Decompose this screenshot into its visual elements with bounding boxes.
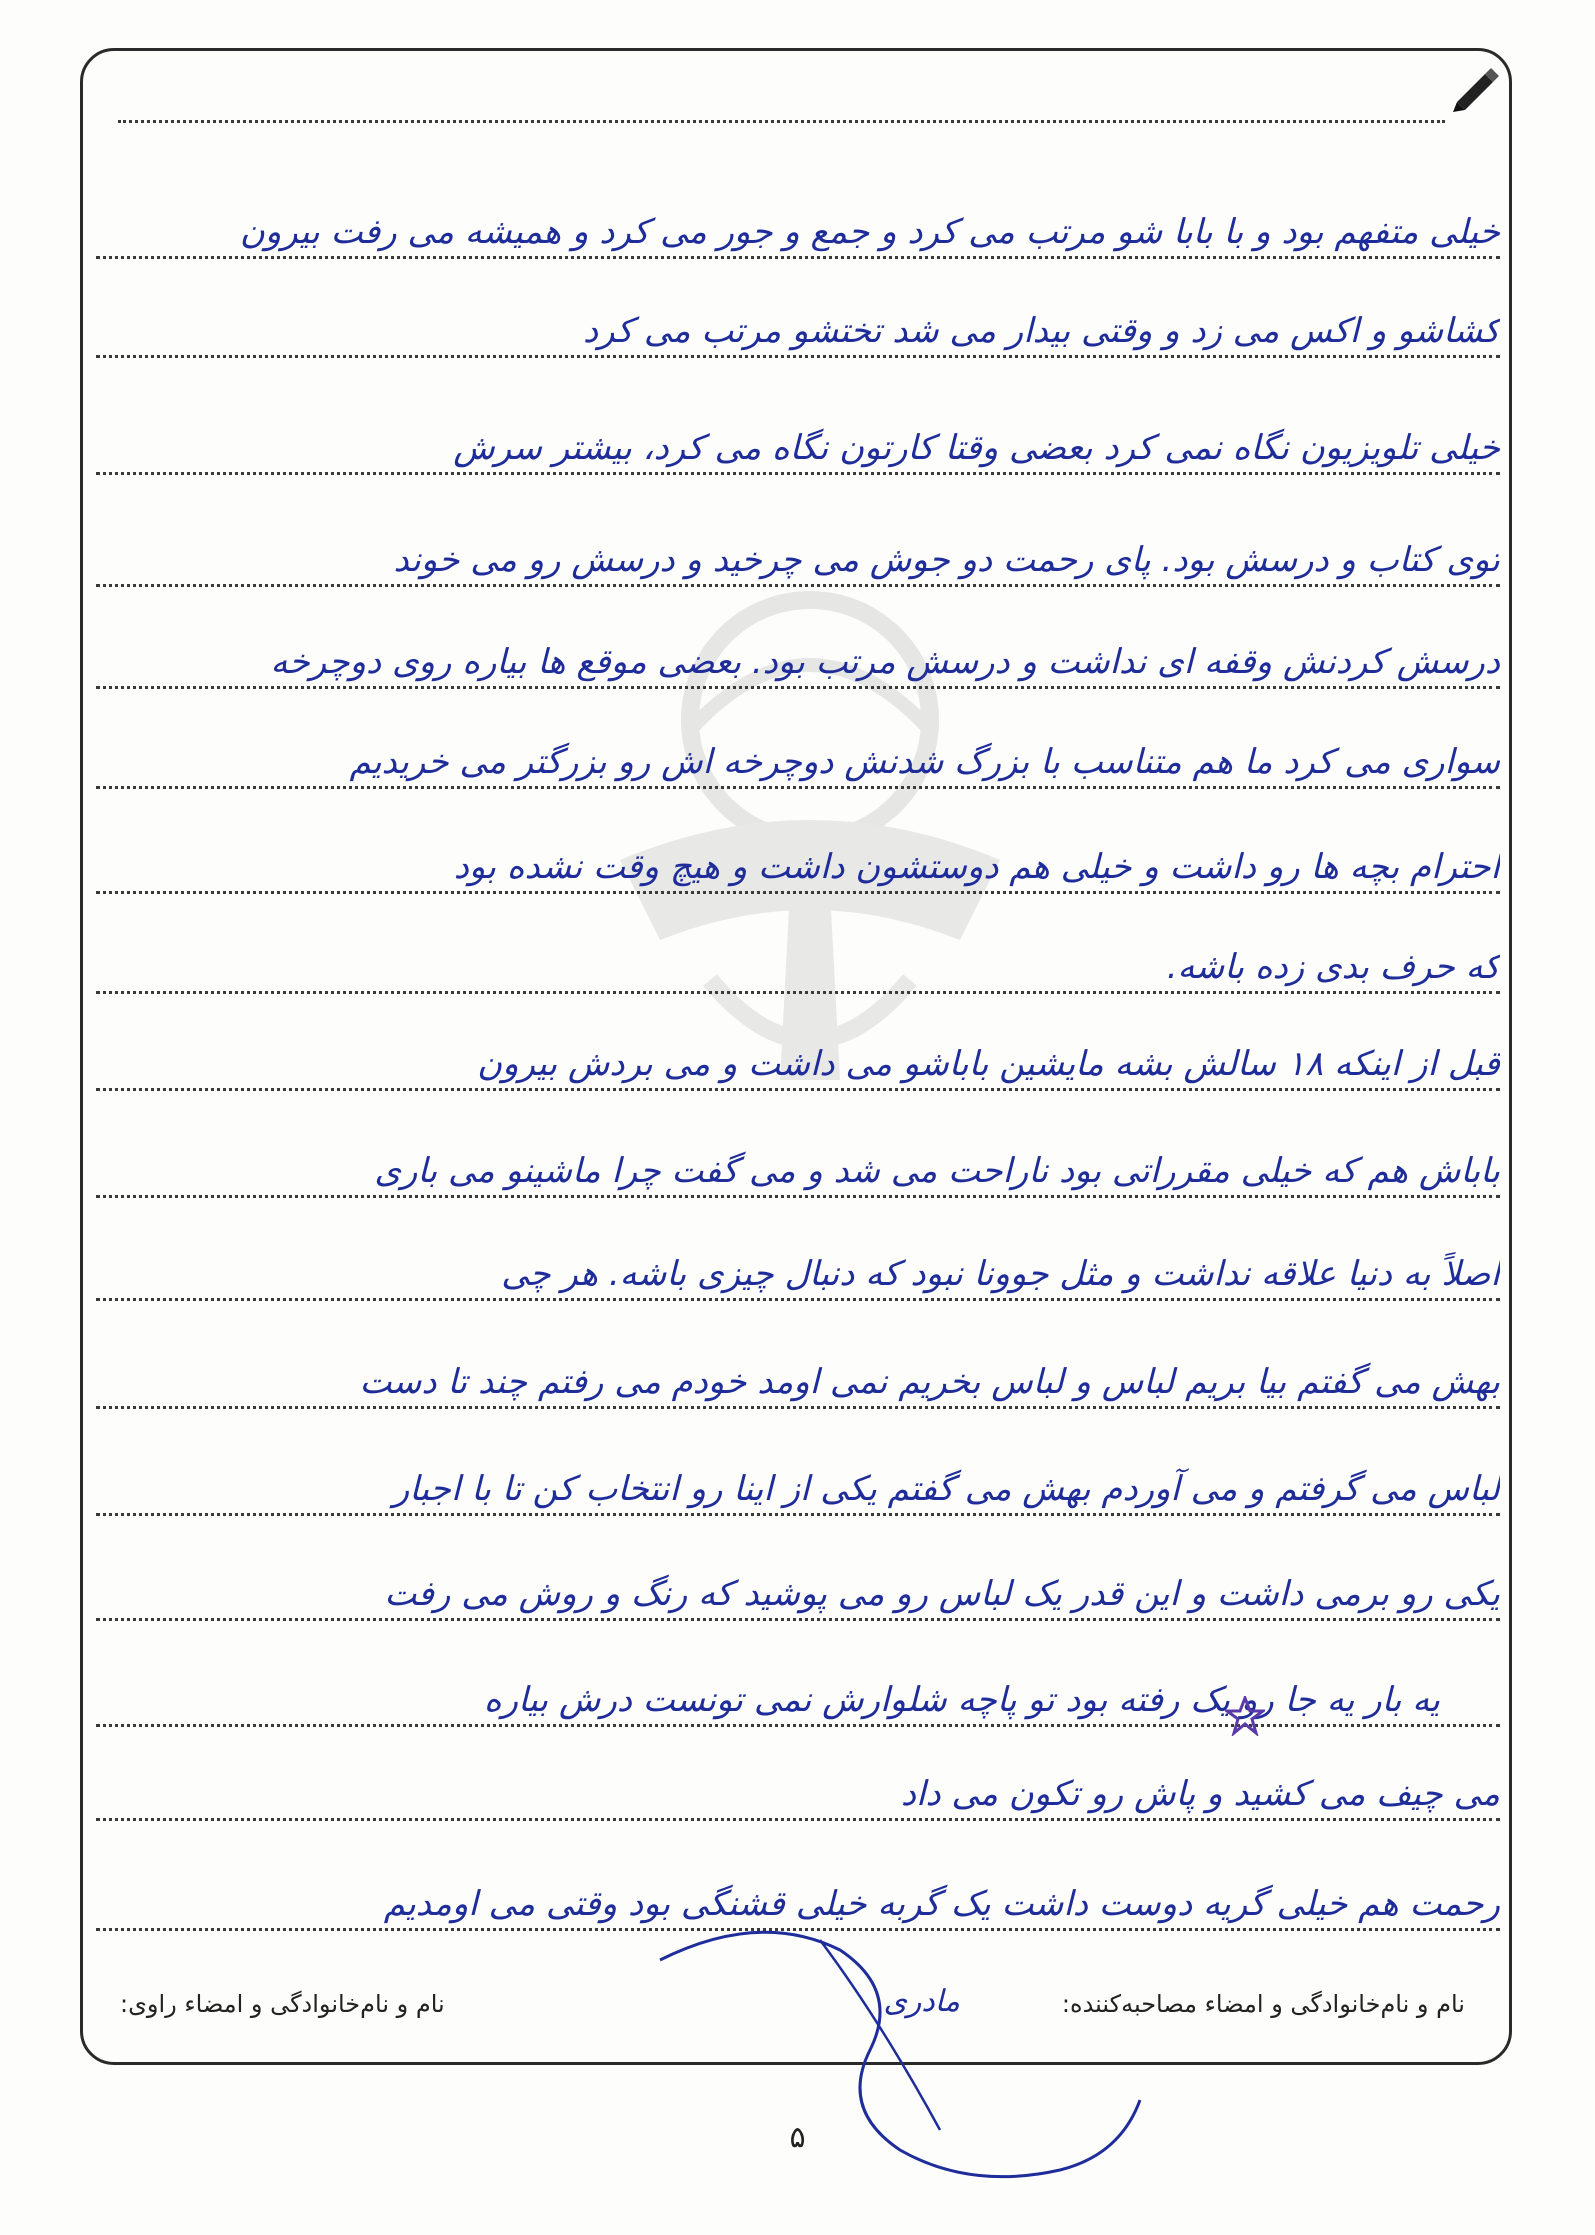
text-line-14: یکی رو برمی داشت و این قدر یک لباس رو می پوشید که رنگ و روش می رفت (96, 1570, 1500, 1621)
text-line-5: درسش کردنش وقفه ای نداشت و درسش مرتب بود. بعضی موقع ها بیاره روی دوچرخه (96, 638, 1500, 689)
text-line-3: خیلی تلویزیون نگاه نمی کرد بعضی وقتا کارتون نگاه می کرد، بیشتر سرش (96, 424, 1500, 475)
text-line-8: که حرف بدی زده باشه. (96, 943, 1500, 994)
text-line-2: کشاشو و اکس می زد و وقتی بیدار می شد تختشو مرتب می کرد (96, 307, 1500, 358)
text-line-4: توی کتاب و درسش بود. پای رحمت دو جوش می چرخید و درسش رو می خوند (96, 536, 1500, 587)
text-line-9: قبل از اینکه ۱۸ سالش بشه مایشین باباشو می داشت و می بردش بیرون (96, 1040, 1500, 1091)
text-line-16: می چیف می کشید و پاش رو تکون می داد (96, 1770, 1500, 1821)
pen-icon (1451, 62, 1503, 114)
footer (120, 1984, 1465, 2030)
interviewer-name: مادری (883, 1984, 960, 2019)
text-line-13: لباس می گرفتم و می آوردم بهش می گفتم یکی از اینا رو انتخاب کن تا با اجبار (96, 1465, 1500, 1516)
text-line-6: سواری می کرد ما هم متناسب با بزرگ شدنش دوچرخه اش رو بزرگتر می خریدیم (96, 738, 1500, 789)
interviewer-label: نام و نام‌خانوادگی و امضاء مصاحبه‌کننده: (1061, 1990, 1465, 2018)
text-line-12: بهش می گفتم بیا بریم لباس و لباس بخریم نمی اومد خودم می رفتم چند تا دست (96, 1358, 1500, 1409)
text-line-7: احترام بچه ها رو داشت و خیلی هم دوستشون داشت و هیچ وقت نشده بود (96, 843, 1500, 894)
signature (640, 1900, 1160, 2200)
page-number: ۵ (789, 2120, 806, 2155)
text-line-1: خیلی متفهم بود و با بابا شو مرتب می کرد و جمع و جور می کرد و همیشه می رفت بیرون (96, 208, 1500, 259)
text-line-11: اصلاً به دنیا علاقه نداشت و مثل جوونا نبود که دنبال چیزی باشه. هر چی (96, 1250, 1500, 1301)
text-line-15: یه بار یه جا رو یک رفته بود تو پاچه شلوارش نمی تونست درش بیاره (96, 1676, 1500, 1727)
header-dotted-line (118, 120, 1445, 123)
text-line-17: رحمت هم خیلی گریه دوست داشت یک گربه خیلی قشنگی بود وقتی می اومدیم (96, 1880, 1500, 1931)
text-line-10: باباش هم که خیلی مقرراتی بود ناراحت می شد و می گفت چرا ماشینو می باری (96, 1147, 1500, 1198)
star-mark-icon (1225, 1696, 1265, 1736)
narrator-label: نام و نام‌خانوادگی و امضاء راوی: (120, 1990, 445, 2018)
